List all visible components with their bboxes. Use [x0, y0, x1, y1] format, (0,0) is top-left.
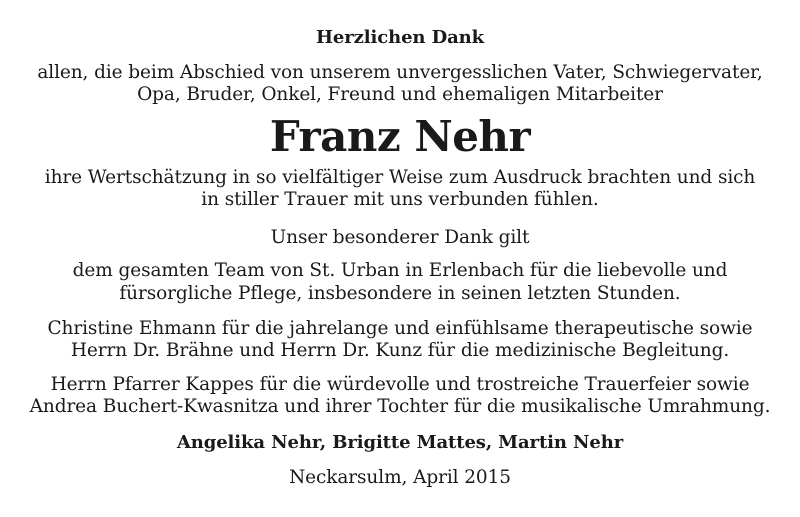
- appreciation-line-1: ihre Wertschätzung in so vielfältiger Weise zum Ausdruck brachten und sich: [44, 167, 756, 188]
- thanks-team-line-2: fürsorgliche Pflege, insbesondere in seinen letzten Stunden.: [119, 283, 681, 304]
- deceased-name: Franz Nehr: [269, 112, 531, 161]
- thanks-medical-line-1: Christine Ehmann für die jahrelange und einfühlsame therapeutische sowie: [47, 318, 753, 339]
- intro-line-2: Opa, Bruder, Onkel, Freund und ehemaligen Mitarbeiter: [137, 84, 663, 105]
- place-and-date: Neckarsulm, April 2015: [289, 467, 511, 488]
- special-thanks-heading: Unser besonderer Dank gilt: [270, 227, 530, 248]
- thanks-ceremony-line-2: Andrea Buchert-Kwasnitza und ihrer Tochter für die musikalische Umrahmung.: [29, 396, 771, 417]
- thanks-medical-line-2: Herrn Dr. Brähne und Herrn Dr. Kunz für die medizinische Begleitung.: [70, 340, 730, 361]
- thanks-team-line-1: dem gesamten Team von St. Urban in Erlenbach für die liebevolle und: [72, 260, 728, 281]
- thanks-ceremony-line-1: Herrn Pfarrer Kappes für die würdevolle und trostreiche Trauerfeier sowie: [50, 374, 750, 395]
- notice-heading: Herzlichen Dank: [315, 27, 485, 48]
- intro-line-1: allen, die beim Abschied von unserem unvergesslichen Vater, Schwiegervater,: [37, 62, 763, 83]
- appreciation-line-2: in stiller Trauer mit uns verbunden fühlen.: [201, 189, 599, 210]
- signatories: Angelika Nehr, Brigitte Mattes, Martin Nehr: [176, 432, 624, 453]
